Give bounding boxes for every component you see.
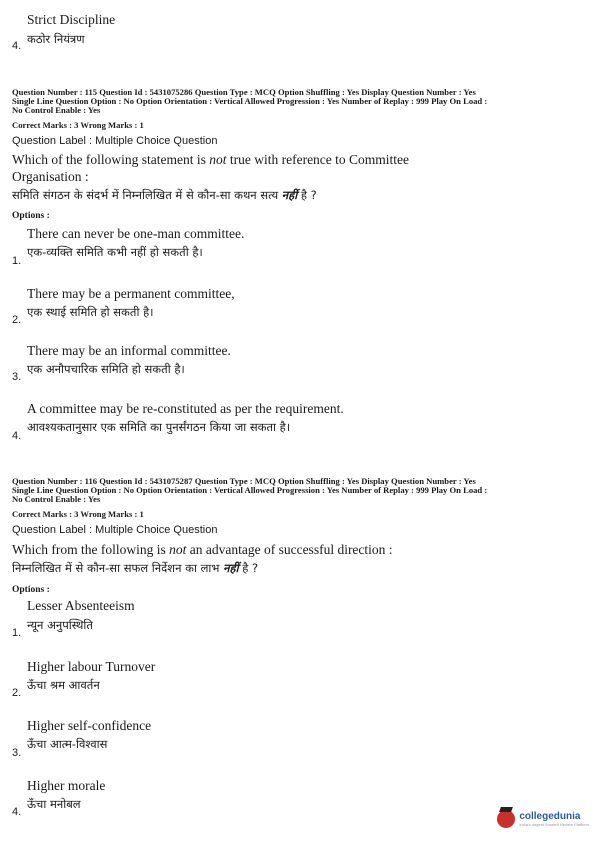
prev-option-4-hi: कठोर नियंत्रण [27, 32, 85, 46]
prev-option-4-number: 4. [12, 40, 22, 52]
question-115-text-hi-part-b: है ? [297, 188, 317, 202]
question-116-marks: Correct Marks : 3 Wrong Marks : 1 [12, 509, 144, 519]
question-115-text-hi-emphasis: नहीं [281, 188, 298, 202]
question-116-text-en [12, 542, 393, 558]
question-116-text-hi [12, 561, 258, 576]
question-115-text-en-part-b: true with reference to Committee [226, 152, 410, 167]
option-number: 2. [12, 314, 22, 326]
option-text-en: There may be an informal committee. [27, 343, 231, 358]
question-115-meta-line-2: Single Line Question Option : No Option Orientation : Vertical Allowed Progression : Yes Number of Replay : 999 Play On Load : [12, 96, 488, 106]
option-text-en: Higher morale [27, 778, 106, 793]
question-115-meta-line-3: No Control Enable : Yes [12, 105, 101, 115]
option-number: 3. [12, 747, 22, 759]
question-116-text-en-part-a: Which from the following is [12, 542, 170, 557]
option-number: 4. [12, 806, 22, 818]
logo-tagline: India's largest Student Review Platform [519, 822, 589, 827]
question-115-text-en [12, 152, 409, 168]
option-text-hi: एक स्थाई समिति हो सकती है। [27, 305, 154, 319]
prev-option-4-en: Strict Discipline [27, 12, 116, 27]
question-116-meta-line-1: Question Number : 116 Question Id : 5431075287 Question Type : MCQ Option Shuffling : Yes Display Question Number : Yes [12, 476, 476, 486]
question-115-options-label: Options : [12, 211, 50, 221]
option-text-en: Lesser Absenteeism [27, 598, 135, 613]
option-text-en: There may be a permanent committee, [27, 286, 235, 301]
option-text-hi: आवश्यकतानुसार एक समिति का पुनर्संगठन किया जा सकता है। [27, 420, 291, 434]
question-115-meta-line-1: Question Number : 115 Question Id : 5431075286 Question Type : MCQ Option Shuffling : Yes Display Question Number : Yes [12, 87, 476, 97]
logo-name: collegedunia [519, 811, 581, 822]
option-number: 1. [12, 255, 22, 267]
option-text-hi: ऊँचा मनोबल [27, 797, 81, 811]
option-number: 2. [12, 687, 22, 699]
question-115-text-hi-part-a: समिति संगठन के संदर्भ में निम्नलिखित में से कौन-सा कथन सत्य [12, 188, 282, 202]
option-text-en: Higher labour Turnover [27, 659, 156, 674]
option-text-hi: ऊँचा आत्म-विश्वास [27, 737, 108, 751]
option-number: 4. [12, 430, 22, 442]
question-115-marks: Correct Marks : 3 Wrong Marks : 1 [12, 120, 144, 130]
question-115-label: Question Label : Multiple Choice Question [12, 135, 218, 147]
collegedunia-logo [497, 810, 589, 828]
option-text-en: Higher self-confidence [27, 718, 152, 733]
option-text-en: There can never be one-man committee. [27, 226, 245, 241]
question-115-text-hi [12, 188, 317, 203]
question-116-label: Question Label : Multiple Choice Question [12, 524, 218, 536]
option-text-hi: न्यून अनुपस्थिति [27, 618, 93, 632]
question-116-meta-line-2: Single Line Question Option : No Option Orientation : Vertical Allowed Progression : Yes Number of Replay : 999 Play On Load : [12, 485, 488, 495]
question-115-text-en-emphasis: not [209, 152, 227, 167]
question-116-text-en-part-b: an advantage of successful direction : [186, 542, 393, 557]
question-116-text-hi-emphasis: नहीं [223, 561, 239, 575]
question-116-options-label: Options : [12, 585, 50, 595]
question-116-text-en-emphasis: not [169, 542, 187, 557]
question-116-text-hi-part-a: निम्नलिखित में से कौन-सा सफल निर्देशन का लाभ [12, 561, 224, 575]
logo-text-block [519, 811, 589, 827]
question-115-text-en-line-2: Organisation : [12, 169, 89, 184]
option-number: 3. [12, 371, 22, 383]
logo-mascot-icon [497, 810, 515, 828]
option-text-hi: एक अनौपचारिक समिति हो सकती है। [27, 362, 185, 376]
option-number: 1. [12, 627, 22, 639]
question-116-meta-line-3: No Control Enable : Yes [12, 494, 101, 504]
option-text-hi: एक-व्यक्ति समिति कभी नहीं हो सकती है। [27, 245, 203, 259]
question-115-text-en-part-a: Which of the following statement is [12, 152, 210, 167]
option-text-hi: ऊँचा श्रम आवर्तन [27, 678, 100, 692]
option-text-en: A committee may be re-constituted as per the requirement. [27, 401, 344, 416]
question-116-text-hi-part-b: है ? [238, 561, 259, 575]
